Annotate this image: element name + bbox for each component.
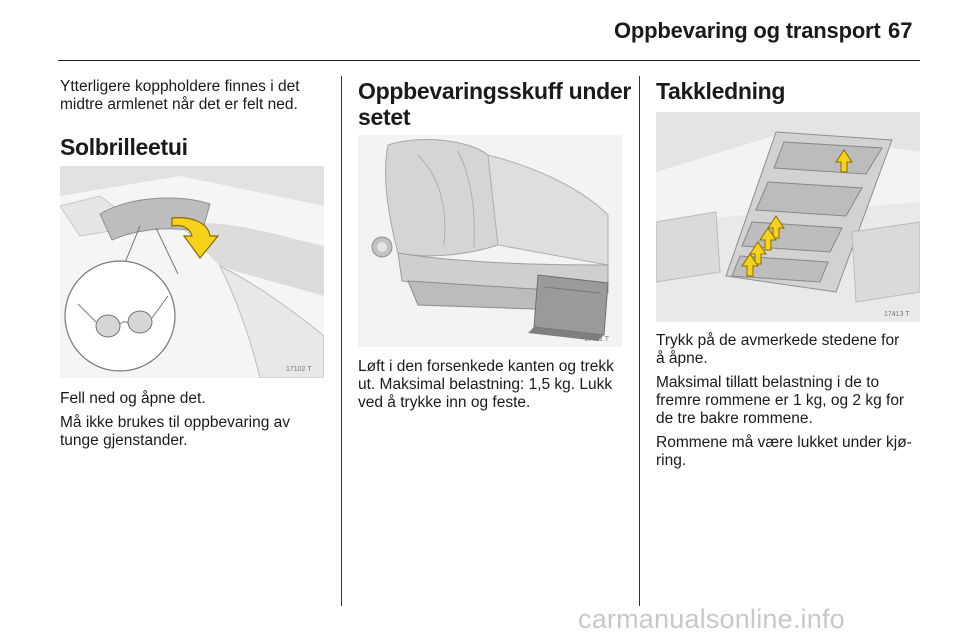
closed-line-2: ring. <box>656 452 687 469</box>
image-code: 17413 T <box>884 311 910 318</box>
paragraph-warning <box>60 414 290 450</box>
heading-seat-drawer <box>358 78 631 130</box>
image-code: 17411 T <box>584 336 610 343</box>
load-line-2: fremre rommene er 1 kg, og 2 kg for <box>656 392 905 409</box>
heading-line-2: setet <box>358 104 411 130</box>
paragraph-max-load <box>656 374 904 428</box>
intro-line-2: midtre armlenet når det er felt ned. <box>60 96 298 113</box>
drawer-line-1: Løft i den forsenkede kanten og trekk <box>358 358 614 375</box>
intro-line-1: Ytterligere koppholdere finnes i det <box>60 78 300 95</box>
drawer-line-2: ut. Maksimal belastning: 1,5 kg. Lukk <box>358 376 613 393</box>
paragraph-open: Fell ned og åpne det. <box>60 390 206 407</box>
heading-takkledning: Takkledning <box>656 78 786 104</box>
load-line-3: de tre bakre rommene. <box>656 410 813 427</box>
heading-line-1: Oppbevaringsskuff under <box>358 78 631 104</box>
seat-drawer-illustration <box>358 135 622 347</box>
press-line-1: Trykk på de avmerkede stedene for <box>656 332 900 349</box>
intro-text <box>60 78 300 114</box>
closed-line-1: Rommene må være lukket under kjø- <box>656 434 912 451</box>
sunglasses-case-illustration <box>60 166 324 378</box>
column-divider-left <box>341 76 342 606</box>
drawer-icon <box>528 275 608 341</box>
roof-lining-illustration <box>656 112 920 322</box>
press-line-2: å åpne. <box>656 350 708 367</box>
load-line-1: Maksimal tillatt belastning i de to <box>656 374 880 391</box>
paragraph-press-to-open <box>656 332 899 368</box>
watermark-link[interactable]: carmanualsonline.info <box>578 604 845 634</box>
warning-line-1: Må ikke brukes til oppbevaring av <box>60 414 291 431</box>
heading-solbrilleetui: Solbrilleetui <box>60 134 188 160</box>
column-divider-right <box>639 76 640 606</box>
header-divider <box>58 60 920 61</box>
page-number: 67 <box>888 18 913 43</box>
paragraph-drawer-instructions <box>358 358 614 412</box>
warning-line-2: tunge gjenstander. <box>60 432 188 449</box>
drawer-line-3: ved å trykke inn og feste. <box>358 394 531 411</box>
page-header-title: Oppbevaring og transport <box>614 18 881 43</box>
image-code: 17102 T <box>286 366 312 373</box>
paragraph-closed-while-driving <box>656 434 912 470</box>
